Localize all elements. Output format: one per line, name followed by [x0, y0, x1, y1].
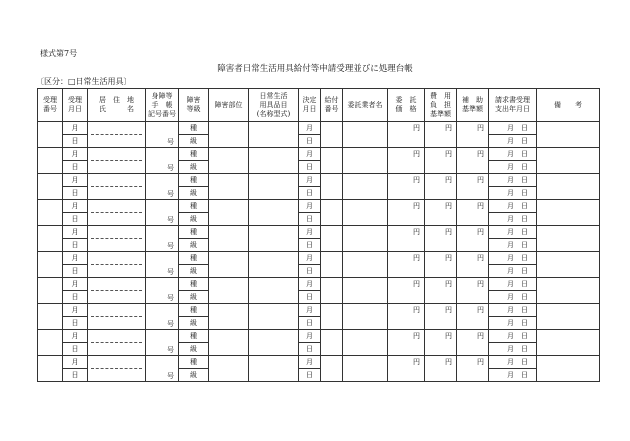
header-decision-date: 決定 月日 [299, 89, 321, 122]
cell-receipt-no[interactable] [38, 226, 63, 252]
cell-receipt-month[interactable]: 月 [63, 226, 88, 239]
cell-disability-part[interactable] [209, 278, 249, 304]
number-suffix: 号 [167, 294, 174, 302]
header-item: 日常生活 用具品目 (名称型式) [249, 89, 299, 122]
cell-subsidy-base[interactable]: 円 [457, 148, 489, 174]
cell-receipt-day[interactable]: 日 [63, 265, 88, 278]
cell-invoice-date[interactable]: 月 日 [489, 356, 537, 369]
cell-contractor[interactable] [343, 330, 388, 356]
cell-burden-base[interactable]: 円 [425, 200, 457, 226]
cell-burden-base[interactable]: 円 [425, 226, 457, 252]
cell-expense-date[interactable]: 月 日 [489, 317, 537, 330]
cell-decision-day[interactable]: 日 [299, 317, 321, 330]
cell-invoice-date[interactable]: 月 日 [489, 122, 537, 135]
cell-address-name[interactable] [88, 226, 146, 252]
cell-invoice-date[interactable]: 月 日 [489, 330, 537, 343]
cell-decision-month[interactable]: 月 [299, 304, 321, 317]
cell-decision-day[interactable]: 日 [299, 135, 321, 148]
cell-contractor[interactable] [343, 122, 388, 148]
cell-cert-no[interactable] [146, 278, 179, 304]
address-field[interactable] [88, 278, 145, 290]
cell-cert-no[interactable] [146, 356, 179, 382]
cell-benefit-no[interactable] [321, 356, 343, 382]
cell-burden-base[interactable]: 円 [425, 174, 457, 200]
table-row-top [38, 278, 600, 291]
cell-benefit-no[interactable] [321, 330, 343, 356]
cell-receipt-month[interactable]: 月 [63, 330, 88, 343]
cell-consign-price[interactable]: 円 [388, 148, 425, 174]
cell-item[interactable] [249, 356, 299, 382]
cell-benefit-no[interactable] [321, 200, 343, 226]
cell-contractor[interactable] [343, 252, 388, 278]
cell-decision-month[interactable]: 月 [299, 278, 321, 291]
number-suffix: 号 [167, 190, 174, 198]
cell-expense-date[interactable]: 月 日 [489, 343, 537, 356]
cell-receipt-no[interactable] [38, 330, 63, 356]
cell-consign-price[interactable]: 円 [388, 330, 425, 356]
cell-cert-no[interactable] [146, 330, 179, 356]
cell-grade-top[interactable]: 種 [179, 356, 209, 369]
cell-benefit-no[interactable] [321, 252, 343, 278]
cell-invoice-date[interactable]: 月 日 [489, 174, 537, 187]
cell-decision-month[interactable]: 月 [299, 148, 321, 161]
cell-grade-top[interactable]: 種 [179, 304, 209, 317]
cell-receipt-day[interactable]: 日 [63, 317, 88, 330]
cell-invoice-date[interactable]: 月 日 [489, 252, 537, 265]
cell-grade-bottom[interactable]: 級 [179, 265, 209, 278]
cell-subsidy-base[interactable]: 円 [457, 330, 489, 356]
cell-burden-base[interactable]: 円 [425, 356, 457, 382]
cell-disability-part[interactable] [209, 356, 249, 382]
cell-receipt-no[interactable] [38, 356, 63, 382]
cell-decision-day[interactable]: 日 [299, 161, 321, 174]
address-field[interactable] [88, 174, 145, 186]
name-field[interactable] [88, 265, 145, 277]
cell-consign-price[interactable]: 円 [388, 174, 425, 200]
cell-expense-date[interactable]: 月 日 [489, 239, 537, 252]
cell-grade-top[interactable]: 種 [179, 278, 209, 291]
cell-grade-top[interactable]: 種 [179, 174, 209, 187]
table-row-top [38, 174, 600, 187]
cell-benefit-no[interactable] [321, 278, 343, 304]
name-field[interactable] [88, 343, 145, 355]
cell-receipt-day[interactable]: 日 [63, 187, 88, 200]
cell-benefit-no[interactable] [321, 148, 343, 174]
address-field[interactable] [88, 356, 145, 368]
cell-address-name[interactable] [88, 330, 146, 356]
cell-consign-price[interactable]: 円 [388, 200, 425, 226]
header-consign-price: 委 託 価 格 [388, 89, 425, 122]
cell-cert-no[interactable] [146, 174, 179, 200]
cell-grade-top[interactable]: 種 [179, 122, 209, 135]
cell-expense-date[interactable]: 月 日 [489, 213, 537, 226]
cell-decision-day[interactable]: 日 [299, 239, 321, 252]
number-suffix: 号 [167, 164, 174, 172]
cell-address-name[interactable] [88, 356, 146, 382]
cell-receipt-month[interactable]: 月 [63, 174, 88, 187]
cell-address-name[interactable] [88, 304, 146, 330]
cell-grade-bottom[interactable]: 級 [179, 291, 209, 304]
cell-subsidy-base[interactable]: 円 [457, 200, 489, 226]
cell-expense-date[interactable]: 月 日 [489, 187, 537, 200]
cell-invoice-date[interactable]: 月 日 [489, 304, 537, 317]
cell-receipt-day[interactable]: 日 [63, 369, 88, 382]
cell-burden-base[interactable]: 円 [425, 122, 457, 148]
address-field[interactable] [88, 122, 145, 134]
cell-decision-month[interactable]: 月 [299, 356, 321, 369]
table-row-top [38, 226, 600, 239]
cell-subsidy-base[interactable]: 円 [457, 122, 489, 148]
cell-receipt-no[interactable] [38, 122, 63, 148]
cell-expense-date[interactable]: 月 日 [489, 369, 537, 382]
cell-receipt-day[interactable]: 日 [63, 135, 88, 148]
number-suffix: 号 [167, 242, 174, 250]
cell-remarks[interactable] [537, 200, 600, 226]
table-row-top [38, 252, 600, 265]
cell-address-name[interactable] [88, 174, 146, 200]
cell-decision-day[interactable]: 日 [299, 213, 321, 226]
cell-receipt-day[interactable]: 日 [63, 161, 88, 174]
cell-subsidy-base[interactable]: 円 [457, 304, 489, 330]
cell-disability-part[interactable] [209, 148, 249, 174]
header-invoice: 請求書受理 支出年月日 [489, 89, 537, 122]
cell-receipt-day[interactable]: 日 [63, 291, 88, 304]
cell-item[interactable] [249, 122, 299, 148]
cell-consign-price[interactable]: 円 [388, 304, 425, 330]
number-suffix: 号 [167, 346, 174, 354]
cell-benefit-no[interactable] [321, 174, 343, 200]
cell-subsidy-base[interactable]: 円 [457, 226, 489, 252]
name-field[interactable] [88, 291, 145, 303]
cell-consign-price[interactable]: 円 [388, 356, 425, 382]
cell-cert-no[interactable] [146, 304, 179, 330]
cell-grade-bottom[interactable]: 級 [179, 187, 209, 200]
cell-disability-part[interactable] [209, 122, 249, 148]
cell-disability-part[interactable] [209, 200, 249, 226]
cell-decision-month[interactable]: 月 [299, 200, 321, 213]
cell-disability-part[interactable] [209, 330, 249, 356]
header-disability-part: 障害部位 [209, 89, 249, 122]
address-field[interactable] [88, 252, 145, 264]
cell-consign-price[interactable]: 円 [388, 252, 425, 278]
cell-receipt-day[interactable]: 日 [63, 343, 88, 356]
register-table [37, 88, 600, 382]
cell-receipt-month[interactable]: 月 [63, 122, 88, 135]
cell-grade-top[interactable]: 種 [179, 200, 209, 213]
cell-expense-date[interactable]: 月 日 [489, 291, 537, 304]
cell-item[interactable] [249, 200, 299, 226]
cell-expense-date[interactable]: 月 日 [489, 135, 537, 148]
cell-decision-month[interactable]: 月 [299, 122, 321, 135]
cell-cert-no[interactable] [146, 148, 179, 174]
cell-grade-bottom[interactable]: 級 [179, 369, 209, 382]
cell-receipt-month[interactable]: 月 [63, 356, 88, 369]
cell-grade-top[interactable]: 種 [179, 252, 209, 265]
cell-burden-base[interactable]: 円 [425, 330, 457, 356]
cell-decision-day[interactable]: 日 [299, 369, 321, 382]
address-field[interactable] [88, 200, 145, 212]
cell-cert-no[interactable] [146, 252, 179, 278]
name-field[interactable] [88, 369, 145, 381]
cell-grade-bottom[interactable]: 級 [179, 213, 209, 226]
cell-decision-month[interactable]: 月 [299, 174, 321, 187]
cell-receipt-no[interactable] [38, 252, 63, 278]
cell-subsidy-base[interactable]: 円 [457, 278, 489, 304]
cell-item[interactable] [249, 174, 299, 200]
cell-invoice-date[interactable]: 月 日 [489, 226, 537, 239]
cell-contractor[interactable] [343, 356, 388, 382]
cell-expense-date[interactable]: 月 日 [489, 161, 537, 174]
cell-address-name[interactable] [88, 200, 146, 226]
header-address-name: 居 住 地 氏 名 [88, 89, 146, 122]
header-grade: 障害 等級 [179, 89, 209, 122]
cell-receipt-month[interactable]: 月 [63, 304, 88, 317]
cell-address-name[interactable] [88, 148, 146, 174]
cell-decision-day[interactable]: 日 [299, 291, 321, 304]
cell-remarks[interactable] [537, 330, 600, 356]
cell-item[interactable] [249, 252, 299, 278]
cell-address-name[interactable] [88, 278, 146, 304]
table-row-top [38, 200, 600, 213]
cell-decision-day[interactable]: 日 [299, 265, 321, 278]
cell-address-name[interactable] [88, 252, 146, 278]
cell-burden-base[interactable]: 円 [425, 148, 457, 174]
cell-disability-part[interactable] [209, 252, 249, 278]
cell-receipt-no[interactable] [38, 200, 63, 226]
name-field[interactable] [88, 187, 145, 199]
number-suffix: 号 [167, 216, 174, 224]
cell-receipt-no[interactable] [38, 148, 63, 174]
cell-receipt-month[interactable]: 月 [63, 148, 88, 161]
cell-burden-base[interactable]: 円 [425, 304, 457, 330]
cell-grade-top[interactable]: 種 [179, 148, 209, 161]
cell-grade-bottom[interactable]: 級 [179, 343, 209, 356]
cell-subsidy-base[interactable]: 円 [457, 174, 489, 200]
address-field[interactable] [88, 304, 145, 316]
header-receipt-date: 受理 月日 [63, 89, 88, 122]
cell-receipt-no[interactable] [38, 174, 63, 200]
cell-receipt-day[interactable]: 日 [63, 213, 88, 226]
table-row-top [38, 148, 600, 161]
table-row-top [38, 330, 600, 343]
cell-invoice-date[interactable]: 月 日 [489, 278, 537, 291]
cell-receipt-no[interactable] [38, 304, 63, 330]
cell-remarks[interactable] [537, 304, 600, 330]
cell-benefit-no[interactable] [321, 226, 343, 252]
cell-cert-no[interactable] [146, 226, 179, 252]
cell-receipt-month[interactable]: 月 [63, 252, 88, 265]
number-suffix: 号 [167, 320, 174, 328]
cell-contractor[interactable] [343, 174, 388, 200]
cell-remarks[interactable] [537, 226, 600, 252]
category-label: 〔区分：□日常生活用具〕 [36, 77, 132, 86]
name-field[interactable] [88, 317, 145, 329]
name-field[interactable] [88, 213, 145, 225]
form-number: 様式第7号 [40, 49, 78, 58]
cell-receipt-month[interactable]: 月 [63, 200, 88, 213]
cell-consign-price[interactable]: 円 [388, 226, 425, 252]
cell-decision-month[interactable]: 月 [299, 330, 321, 343]
cell-disability-part[interactable] [209, 226, 249, 252]
cell-contractor[interactable] [343, 200, 388, 226]
cell-contractor[interactable] [343, 304, 388, 330]
header-benefit-no: 給付 番号 [321, 89, 343, 122]
cell-disability-part[interactable] [209, 304, 249, 330]
name-field[interactable] [88, 135, 145, 147]
cell-subsidy-base[interactable]: 円 [457, 252, 489, 278]
header-remarks: 備 考 [537, 89, 600, 122]
cell-benefit-no[interactable] [321, 304, 343, 330]
cell-item[interactable] [249, 278, 299, 304]
name-field[interactable] [88, 239, 145, 251]
name-field[interactable] [88, 161, 145, 173]
cell-burden-base[interactable]: 円 [425, 278, 457, 304]
cell-cert-no[interactable] [146, 200, 179, 226]
cell-grade-top[interactable]: 種 [179, 330, 209, 343]
cell-decision-month[interactable]: 月 [299, 252, 321, 265]
cell-grade-bottom[interactable]: 級 [179, 239, 209, 252]
cell-item[interactable] [249, 304, 299, 330]
cell-disability-part[interactable] [209, 174, 249, 200]
cell-grade-bottom[interactable]: 級 [179, 161, 209, 174]
header-receipt-no: 受理 番号 [38, 89, 63, 122]
cell-subsidy-base[interactable]: 円 [457, 356, 489, 382]
cell-remarks[interactable] [537, 148, 600, 174]
header-subsidy-base: 補 助 基準額 [457, 89, 489, 122]
number-suffix: 号 [167, 372, 174, 380]
cell-invoice-date[interactable]: 月 日 [489, 148, 537, 161]
number-suffix: 号 [167, 138, 174, 146]
cell-item[interactable] [249, 148, 299, 174]
cell-cert-no[interactable] [146, 122, 179, 148]
cell-receipt-no[interactable] [38, 278, 63, 304]
header-contractor: 委託業者名 [343, 89, 388, 122]
cell-remarks[interactable] [537, 278, 600, 304]
header-row [38, 89, 600, 122]
cell-receipt-day[interactable]: 日 [63, 239, 88, 252]
cell-decision-month[interactable]: 月 [299, 226, 321, 239]
cell-decision-day[interactable]: 日 [299, 187, 321, 200]
cell-invoice-date[interactable]: 月 日 [489, 200, 537, 213]
header-disability-cert: 身障等 手 帳 記号番号 [146, 89, 179, 122]
cell-receipt-month[interactable]: 月 [63, 278, 88, 291]
cell-grade-bottom[interactable]: 級 [179, 317, 209, 330]
cell-remarks[interactable] [537, 356, 600, 382]
cell-address-name[interactable] [88, 122, 146, 148]
cell-item[interactable] [249, 330, 299, 356]
cell-remarks[interactable] [537, 252, 600, 278]
number-suffix: 号 [167, 268, 174, 276]
cell-burden-base[interactable]: 円 [425, 252, 457, 278]
table-row-top [38, 356, 600, 369]
address-field[interactable] [88, 226, 145, 238]
address-field[interactable] [88, 330, 145, 342]
cell-contractor[interactable] [343, 148, 388, 174]
cell-grade-top[interactable]: 種 [179, 226, 209, 239]
cell-consign-price[interactable]: 円 [388, 278, 425, 304]
cell-contractor[interactable] [343, 278, 388, 304]
cell-remarks[interactable] [537, 122, 600, 148]
table-row-top [38, 122, 600, 135]
table-row-top [38, 304, 600, 317]
cell-decision-day[interactable]: 日 [299, 343, 321, 356]
cell-remarks[interactable] [537, 174, 600, 200]
cell-item[interactable] [249, 226, 299, 252]
page-title: 障害者日常生活用具給付等申請受理並びに処理台帳 [217, 64, 413, 74]
cell-grade-bottom[interactable]: 級 [179, 135, 209, 148]
address-field[interactable] [88, 148, 145, 160]
cell-benefit-no[interactable] [321, 122, 343, 148]
header-burden-base: 費 用 負 担 基準額 [425, 89, 457, 122]
cell-contractor[interactable] [343, 226, 388, 252]
cell-consign-price[interactable]: 円 [388, 122, 425, 148]
cell-expense-date[interactable]: 月 日 [489, 265, 537, 278]
